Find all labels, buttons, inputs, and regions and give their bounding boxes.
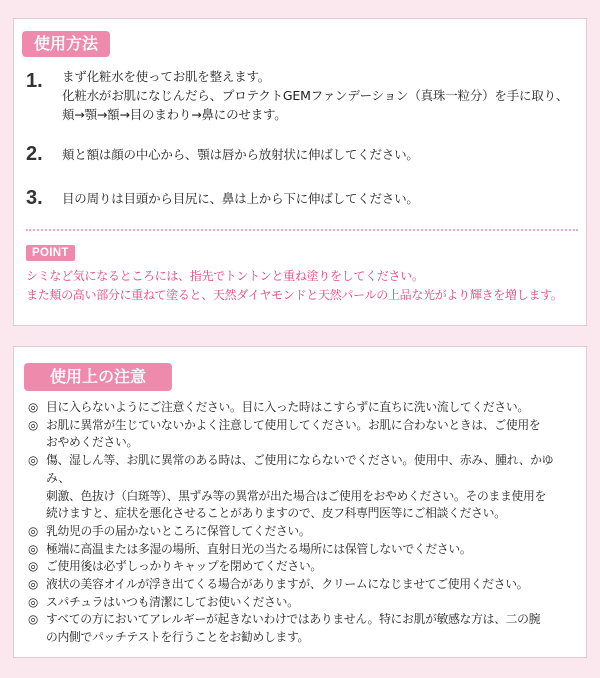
caution-line: すべての方においてアレルギーが起きないわけではありません。特にお肌が敏感な方は、二の腕 xyxy=(46,612,541,627)
step-line: 目の周りは目頭から目尻に、鼻は上から下に伸ばしてください。 xyxy=(62,191,419,206)
usage-section xyxy=(13,18,587,326)
caution-line: 乳幼児の手の届かないところに保管してください。 xyxy=(46,523,311,538)
step-number: 3. xyxy=(26,187,43,209)
step-line: 頬→顎→額→目のまわり→鼻にのせます。 xyxy=(62,107,287,122)
usage-step-1 xyxy=(26,67,580,124)
usage-step-3 xyxy=(26,189,580,208)
caution-line: お肌に異常が生じていないかよく注意して使用してください。お肌に合わないときは、ご使用を xyxy=(46,417,541,432)
caution-line: 目に入らないようにご注意ください。目に入った時はこすらずに直ちに洗い流してください。 xyxy=(46,400,529,414)
caution-section xyxy=(13,346,587,658)
point-text xyxy=(26,267,582,305)
point-line: また頬の高い部分に重ねて塗ると、天然ダイヤモンドと天然パールの上品な光がより輝きを増します。 xyxy=(26,288,563,302)
double-circle-icon: ◎ xyxy=(28,523,38,538)
caution-line: おやめください。 xyxy=(46,435,138,450)
caution-line: 傷、湿しん等、お肌に異常のある時は、ご使用にならないでください。使用中、赤み、腫れ、かゆみ、 xyxy=(46,453,554,485)
caution-item xyxy=(28,594,572,612)
step-line: 頬と額は顔の中心から、顎は唇から放射状に伸ばしてください。 xyxy=(62,147,419,162)
step-line: 化粧水がお肌になじんだら、プロテクトGEMファンデーション（真珠一粒分）を手に取り、 xyxy=(62,88,569,103)
double-circle-icon: ◎ xyxy=(28,453,38,468)
caution-item xyxy=(28,611,572,646)
usage-step-2 xyxy=(26,145,580,164)
caution-line: 極端に高温または多湿の場所、直射日光の当たる場所には保管しないでください。 xyxy=(46,541,472,556)
caution-item xyxy=(28,417,572,452)
double-circle-icon: ◎ xyxy=(28,400,38,414)
double-circle-icon: ◎ xyxy=(28,541,38,556)
double-circle-icon: ◎ xyxy=(28,612,38,627)
double-circle-icon: ◎ xyxy=(28,594,38,609)
caution-line: ご使用後は必ずしっかりキャップを閉めてください。 xyxy=(46,559,322,574)
step-text xyxy=(62,189,580,208)
double-circle-icon: ◎ xyxy=(28,577,38,592)
point-badge: POINT xyxy=(26,245,75,261)
step-text xyxy=(62,145,580,164)
caution-item xyxy=(28,541,572,559)
caution-line: の内側でパッチテストを行うことをお勧めします。 xyxy=(46,630,310,645)
step-line: まず化粧水を使ってお肌を整えます。 xyxy=(62,69,271,84)
caution-list xyxy=(28,399,572,647)
step-text xyxy=(62,67,580,124)
caution-line: スパチュラはいつも清潔にしてお使いください。 xyxy=(46,594,299,609)
caution-line: 刺激、色抜け（白斑等）、黒ずみ等の異常が出た場合はご使用をおやめください。そのまま使用を xyxy=(46,488,546,503)
double-circle-icon: ◎ xyxy=(28,417,38,432)
step-number: 2. xyxy=(26,143,43,165)
caution-line: 液状の美容オイルが浮き出てくる場合がありますが、クリームになじませてご使用ください。 xyxy=(46,577,529,592)
caution-item xyxy=(28,452,572,523)
step-number: 1. xyxy=(26,70,43,92)
caution-item xyxy=(28,576,572,594)
caution-item xyxy=(28,399,572,417)
double-circle-icon: ◎ xyxy=(28,559,38,574)
usage-title: 使用方法 xyxy=(22,31,110,57)
caution-item xyxy=(28,523,572,541)
caution-title: 使用上の注意 xyxy=(24,363,172,391)
dotted-divider xyxy=(26,229,578,231)
caution-item xyxy=(28,558,572,576)
caution-line: 続けますと、症状を悪化させることがありますので、皮フ科専門医等にご相談ください。 xyxy=(46,506,506,521)
point-line: シミなど気になるところには、指先でトントンと重ね塗りをしてください。 xyxy=(26,269,424,283)
